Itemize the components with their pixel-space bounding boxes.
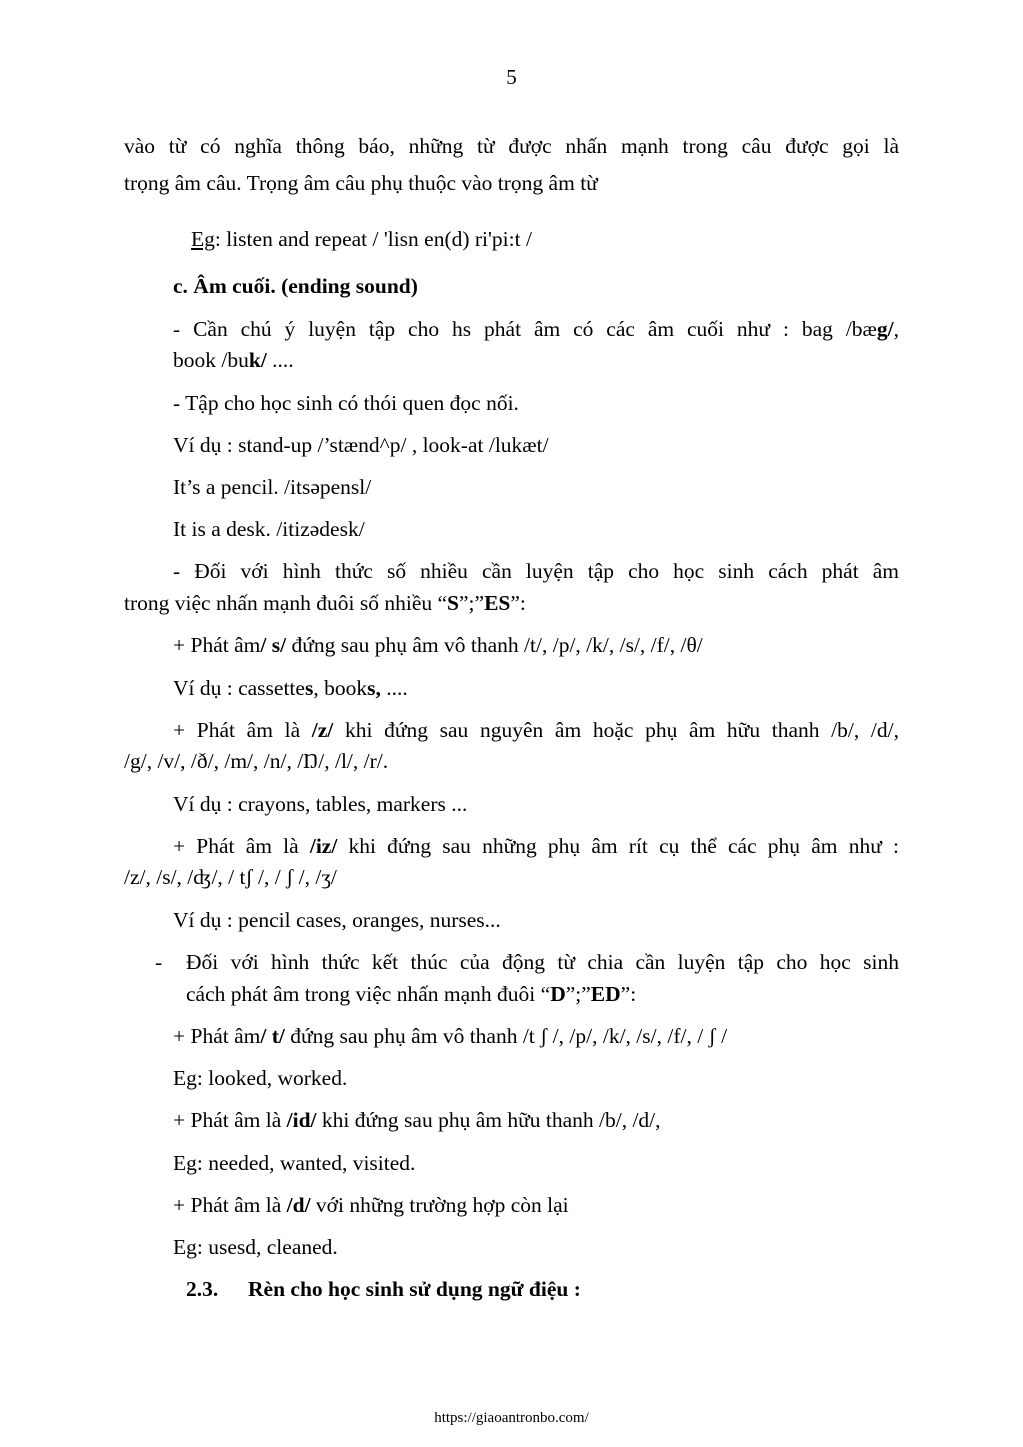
rule-line: + Phát âm là /iz/ khi đứng sau những phụ âm rít cụ thể các phụ âm như : — [173, 834, 899, 858]
example-line: Eg: needed, wanted, visited. — [173, 1151, 416, 1175]
paragraph-line: vào từ có nghĩa thông báo, những từ được nhấn mạnh trong câu được gọi là — [124, 134, 899, 158]
rule-line: + Phát âm/ t/ đứng sau phụ âm vô thanh /t ʃ /, /p/, /k/, /s/, /f/, / ʃ / — [173, 1024, 728, 1048]
section-heading-number: 2.3. — [186, 1277, 219, 1301]
example-line — [191, 229, 532, 251]
paragraph-line: - Đối với hình thức số nhiều cần luyện tập cho học sinh cách phát âm — [173, 559, 899, 583]
rule-line: /g/, /v/, /ð/, /m/, /n/, /Ŋ/, /l/, /r/. — [124, 749, 389, 773]
rule-line: + Phát âm là /z/ khi đứng sau nguyên âm hoặc phụ âm hữu thanh /b/, /d/, — [173, 718, 899, 742]
footer-url: https://giaoantronbo.com/ — [434, 1410, 589, 1426]
example-line: Eg: looked, worked. — [173, 1066, 348, 1090]
paragraph-line: Đối với hình thức kết thúc của động từ chia cần luyện tập cho học sinh — [186, 950, 899, 974]
example-line: Ví dụ : stand-up /’stænd^p/ , look-at /lukæt/ — [173, 433, 549, 457]
rule-line: + Phát âm là /id/ khi đứng sau phụ âm hữu thanh /b/, /d/, — [173, 1108, 661, 1132]
heading-text: c. Âm cuối. (ending sound) — [173, 274, 418, 298]
paragraph-line: book /buk/ .... — [173, 348, 294, 372]
paragraph-line: - Tập cho học sinh có thói quen đọc nối. — [173, 391, 519, 415]
example-line: Ví dụ : pencil cases, oranges, nurses... — [173, 908, 501, 932]
section-heading — [173, 276, 418, 298]
rule-line: /z/, /s/, /ʤ/, / tʃ /, / ʃ /, /ʒ/ — [124, 865, 337, 889]
rule-line: + Phát âm là /d/ với những trường hợp còn lại — [173, 1193, 569, 1217]
rule-line: + Phát âm/ s/ đứng sau phụ âm vô thanh /t/, /p/, /k/, /s/, /f/, /θ/ — [173, 633, 703, 657]
list-dash: - — [155, 950, 163, 974]
eg-label: Eg — [191, 227, 215, 251]
section-heading: Rèn cho học sinh sử dụng ngữ điệu : — [248, 1277, 581, 1301]
example-line: It’s a pencil. /itsəpensl/ — [173, 475, 372, 499]
paragraph-line: cách phát âm trong việc nhấn mạnh đuôi “D”;”ED”: — [186, 982, 637, 1006]
example-line: Ví dụ : cassettes, books, .... — [173, 676, 408, 700]
example-text: : listen and repeat / 'lisn en(d) ri'pi:t / — [214, 227, 532, 251]
paragraph-line: - Cần chú ý luyện tập cho hs phát âm có các âm cuối như : bag /bæg/, — [173, 317, 899, 341]
paragraph-line: trong việc nhấn mạnh đuôi số nhiều “S”;”ES”: — [124, 591, 526, 615]
example-line: It is a desk. /itizədesk/ — [173, 517, 365, 541]
example-line: Eg: usesd, cleaned. — [173, 1235, 338, 1259]
paragraph-line: trọng âm câu. Trọng âm câu phụ thuộc vào trọng âm từ — [124, 171, 598, 195]
example-line: Ví dụ : crayons, tables, markers ... — [173, 792, 468, 816]
page-number: 5 — [506, 65, 517, 89]
